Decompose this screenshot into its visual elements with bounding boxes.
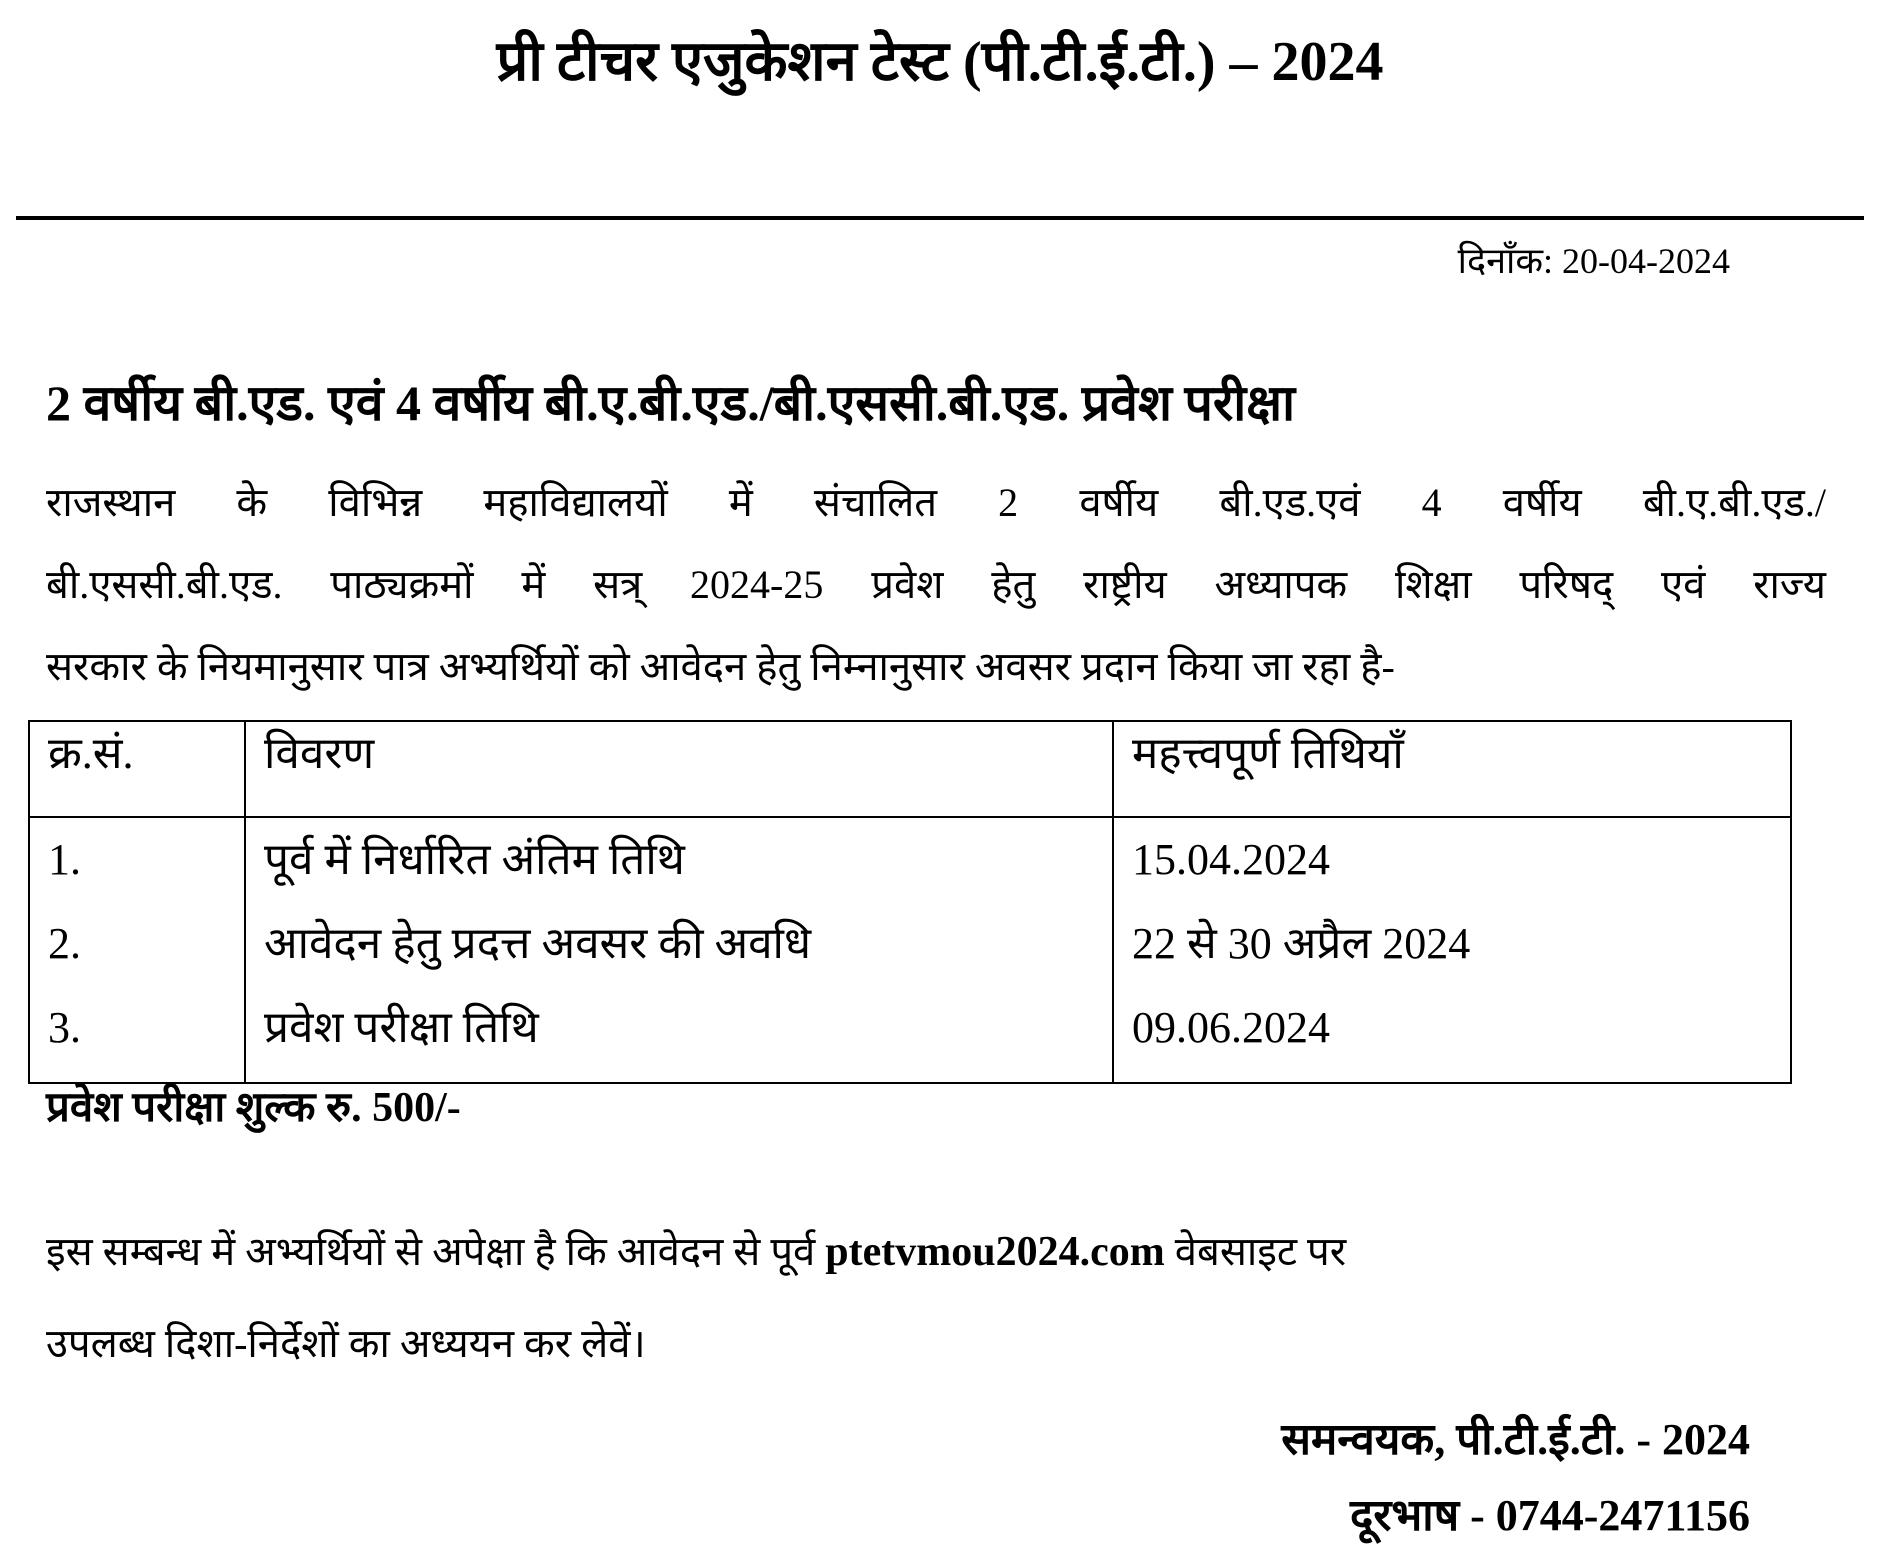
row-description: प्रवेश परीक्षा तिथि <box>245 986 1113 1083</box>
page-title: प्री टीचर एजुकेशन टेस्ट (पी.टी.ई.टी.) – 2024 <box>496 31 1384 93</box>
header-serial: क्र.सं. <box>29 721 245 817</box>
intro-line-3: सरकार के नियमानुसार पात्र अभ्यर्थियों को आवेदन हेतु निम्नानुसार अवसर प्रदान किया जा रहा है- <box>46 644 1395 689</box>
coordinator-signature: समन्वयक, पी.टी.ई.टी. - 2024 <box>1281 1415 1750 1464</box>
note-line-2: उपलब्ध दिशा-निर्देशों का अध्ययन कर लेवें। <box>46 1321 646 1366</box>
header-dates: महत्त्वपूर्ण तिथियाँ <box>1113 721 1791 817</box>
important-dates-table <box>28 720 1792 1084</box>
row-serial: 1. <box>29 817 245 902</box>
row-date: 09.06.2024 <box>1113 986 1791 1083</box>
website-link[interactable]: ptetvmou2024.com <box>825 1229 1165 1275</box>
row-description: आवेदन हेतु प्रदत्त अवसर की अवधि <box>245 902 1113 986</box>
phone-number: दूरभाष - 0744-2471156 <box>1350 1491 1750 1540</box>
section-heading: 2 वर्षीय बी.एड. एवं 4 वर्षीय बी.ए.बी.एड./बी.एससी.बी.एड. प्रवेश परीक्षा <box>46 375 1296 431</box>
header-divider <box>16 216 1864 220</box>
header-description: विवरण <box>245 721 1113 817</box>
exam-fee: प्रवेश परीक्षा शुल्क रु. 500/- <box>46 1085 461 1131</box>
notice-date: दिनाँक: 20-04-2024 <box>1457 241 1730 281</box>
intro-paragraph <box>46 462 1826 708</box>
note-text-before: इस सम्बन्ध में अभ्यर्थियों से अपेक्षा है कि आवेदन से पूर्व <box>46 1229 826 1274</box>
row-date: 22 से 30 अप्रैल 2024 <box>1113 902 1791 986</box>
table-header-row <box>29 721 1791 817</box>
row-serial: 3. <box>29 986 245 1083</box>
table-row <box>29 902 1791 986</box>
row-description: पूर्व में निर्धारित अंतिम तिथि <box>245 817 1113 902</box>
intro-line-2: बी.एससी.बी.एड. पाठ्यक्रमों में सत्र् 2024-25 प्रवेश हेतु राष्ट्रीय अध्यापक शिक्षा परिषद् एवं राज्य <box>46 562 1826 607</box>
note-line-1 <box>46 1206 1746 1298</box>
intro-line-1: राजस्थान के विभिन्न महाविद्यालयों में संचालित 2 वर्षीय बी.एड.एवं 4 वर्षीय बी.ए.बी.एड./ <box>46 480 1826 525</box>
row-serial: 2. <box>29 902 245 986</box>
guidance-note <box>46 1206 1746 1390</box>
table-row <box>29 986 1791 1083</box>
table-row <box>29 817 1791 902</box>
row-date: 15.04.2024 <box>1113 817 1791 902</box>
note-text-after: वेबसाइट पर <box>1164 1229 1347 1274</box>
